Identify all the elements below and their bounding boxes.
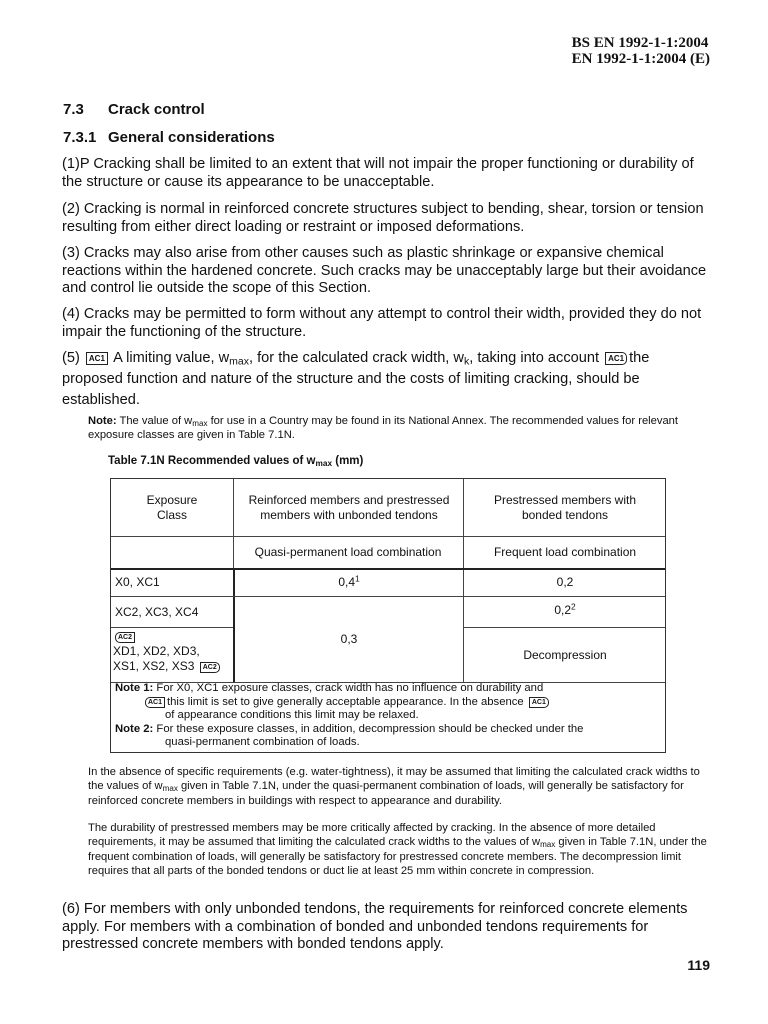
document-header	[572, 35, 710, 67]
ac1-start-marker: AC1	[86, 352, 108, 365]
row-xd-xs-class: AC2 XD1, XD2, XD3, XS1, XS2, XS3 AC2	[113, 629, 231, 674]
row-x0-xc1-reinforced: $0,4^1$	[338, 573, 360, 589]
table-note-1: Note 1: For X0, XC1 exposure classes, crack width has no influence on durability and AC1 this limit is set to give generally acceptable appearance. In the absence AC1 of appearance conditions this limit may be relaxed.	[111, 682, 665, 723]
ac1-note-end-marker: AC1	[529, 697, 549, 708]
after-table-paragraph-1: In the absence of specific requirements (e.g. water-tightness), it may be assumed that limiting the calculated crack widths to the values of $w_{max}$ given in Table 7.1N, under the quasi-permanent combination of loads, will generally be satisfactory for reinforced concrete members in buildings with respect to appearance and durability.	[88, 766, 700, 807]
page-number: 119	[687, 957, 710, 973]
header-line-1: BS EN 1992-1-1:2004	[571, 35, 709, 51]
table-hline-2	[111, 568, 665, 570]
paragraph-4: (4) Cracks may be permitted to form without any attempt to control their width, provided they do not impair the functioning of the structure.	[62, 306, 702, 340]
row-xc-prestressed: $0,2^2$	[554, 601, 576, 617]
row-x0-xc1-prestressed: 0,2	[556, 575, 574, 589]
paragraph-5: (5) AC1 A limiting value, $w_{max}$, for the calculated crack width, $w_k$, taking into account AC1 the proposed function and nature of the structure and the costs of limiting cracking, should be established.	[62, 350, 650, 408]
table-hline-4b	[463, 627, 665, 628]
table-note-2: Note 2: For these exposure classes, in addition, decompression should be checked under the quasi-permanent combination of loads.	[115, 722, 584, 748]
row-x0-xc1-class: X0, XC1	[115, 575, 160, 589]
header-reinforced: Reinforced members and prestressed members with unbonded tendons	[248, 493, 450, 522]
paragraph-5-number: (5)	[62, 350, 80, 366]
table-hline-4a	[111, 627, 233, 628]
header-exposure-class: Exposure Class	[146, 493, 198, 522]
table-hline-1	[111, 536, 665, 537]
ac1-end-marker: AC1	[605, 352, 627, 365]
paragraph-6: (6) For members with only unbonded tendons, the requirements for reinforced concrete elements apply. For members with a combination of bonded and unbonded tendons requirements for prestressed concrete members with bonded tendons apply.	[62, 901, 688, 952]
recommended-wmax-table	[110, 478, 666, 753]
paragraph-2: (2) Cracking is normal in reinforced concrete structures subject to bending, shear, torsion or tension resulting from either direct loading or restraint or imposed deformations.	[62, 201, 704, 235]
header-prestressed: Prestressed members with bonded tendons	[493, 493, 637, 522]
section-heading	[63, 101, 205, 118]
header-line-2: EN 1992-1-1:2004 (E)	[571, 51, 710, 67]
paragraph-3: (3) Cracks may also arise from other causes such as plastic shrinkage or expansive chemical reactions within the hardened concrete. Such cracks may be unacceptably large but their avoidance and control lie outside the scope of this Section.	[62, 245, 707, 296]
row-xd-xs-prestressed: Decompression	[523, 648, 607, 662]
section-number: 7.3	[63, 101, 84, 118]
subheader-frequent: Frequent load combination	[493, 545, 637, 559]
paragraph-1: (1)P Cracking shall be limited to an extent that will not impair the proper functioning or durability of the structure or cause its appearance to be unacceptable.	[62, 156, 694, 190]
section-title: Crack control	[108, 101, 205, 118]
row-xc-xd-xs-reinforced: 0,3	[340, 632, 358, 646]
after-table-paragraph-2: The durability of prestressed members may be more critically affected by cracking. In the absence of more detailed requirements, it may be assumed that limiting the calculated crack widths to the values of $w_{max}$ given in Table 7.1N, under the frequent combination of loads, will generally be satisfactory for prestressed concrete members. The decompression limit requires that all parts of the bonded tendons or duct lie at least 25 mm within concrete in compression.	[88, 822, 707, 877]
ac2-end-marker: AC2	[200, 662, 220, 673]
table-vline-2	[463, 479, 464, 682]
table-caption: Table 7.1N Recommended values of $w_{max}$ (mm)	[108, 455, 364, 469]
table-notes	[111, 682, 665, 750]
row-xc-class: XC2, XC3, XC4	[115, 605, 199, 619]
table-reference-note: Note: The value of $w_{max}$ for use in a Country may be found in its National Annex. The recommended values for relevant exposure classes are given in Table 7.1N.	[88, 415, 679, 441]
ac1-note-start-marker: AC1	[145, 697, 165, 708]
table-hline-3	[111, 596, 665, 597]
subsection-number: 7.3.1	[63, 129, 97, 146]
subsection-heading	[63, 129, 275, 146]
ac2-start-marker: AC2	[115, 632, 135, 643]
subheader-quasi-permanent: Quasi-permanent load combination	[254, 545, 442, 559]
subsection-title: General considerations	[108, 129, 275, 146]
